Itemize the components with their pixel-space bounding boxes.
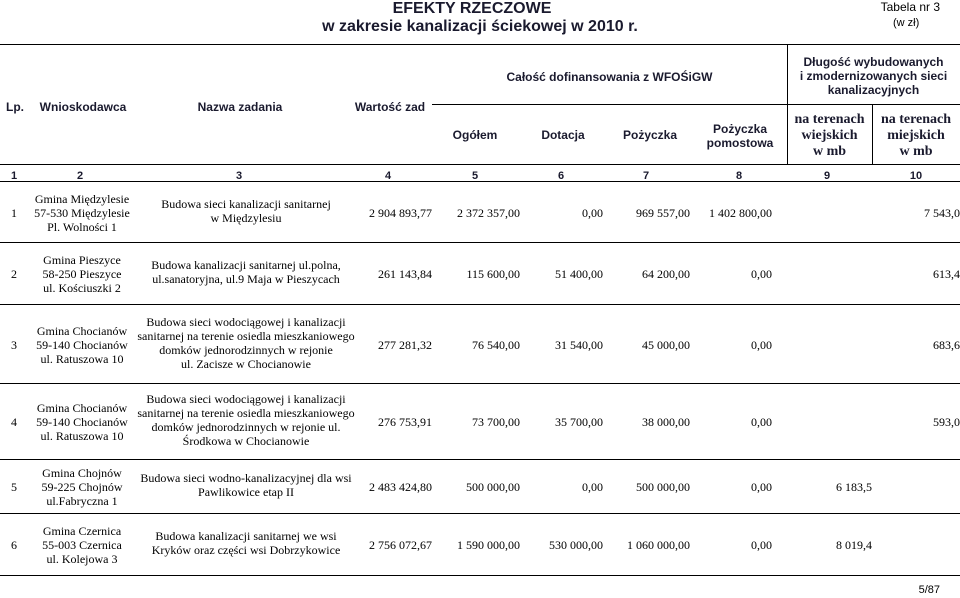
row-ogolem: 73 700,00 xyxy=(472,415,520,429)
header-miejskie-line1: na terenach xyxy=(880,112,952,127)
row-task-name xyxy=(136,529,356,557)
applicant-line: ul. Kościuszki 2 xyxy=(43,281,121,295)
row-pozyczka-pomostowa: 0,00 xyxy=(751,337,772,352)
row-task-name xyxy=(136,392,356,448)
row-pozyczka: 64 200,00 xyxy=(642,267,690,281)
row-separator xyxy=(0,304,960,305)
task-line: ul.sanatoryjna, ul.9 Maja w Pieszycach xyxy=(152,272,340,286)
header-dlugosc-line2: i zmodernizowanych sieci xyxy=(799,69,948,83)
row-pozyczka: 1 060 000,00 xyxy=(627,538,690,552)
applicant-line: Gmina Międzylesie xyxy=(34,191,130,206)
column-number: 3 xyxy=(235,170,243,182)
row-dlugosc-miejskie: 613,4 xyxy=(933,267,960,281)
header-ogolem: Ogółem xyxy=(452,128,498,142)
row-task-name xyxy=(136,315,356,371)
task-line: Kryków oraz części wsi Dobrzykowice xyxy=(151,543,341,557)
row-lp: 1 xyxy=(11,205,17,220)
column-number: 8 xyxy=(735,170,743,182)
row-dotacja: 530 000,00 xyxy=(549,538,603,552)
task-line: sanitarnej na terenie osiedla mieszkaniowego xyxy=(137,406,355,420)
row-applicant xyxy=(28,324,136,366)
header-wiejskie-line3: w mb xyxy=(812,144,847,159)
row-dotacja: 35 700,00 xyxy=(555,415,603,429)
column-number: 1 xyxy=(10,170,18,182)
header-wnioskodawca: Wnioskodawca xyxy=(39,100,127,114)
header-miejskie xyxy=(872,112,960,160)
row-dlugosc-miejskie: 593,0 xyxy=(933,415,960,429)
applicant-line: Pl. Wolności 1 xyxy=(47,219,117,234)
table-bottom-border xyxy=(0,575,960,576)
header-calosc: Całość dofinansowania z WFOŚiGW xyxy=(506,70,713,84)
row-pozyczka: 500 000,00 xyxy=(636,480,690,494)
row-pozyczka-pomostowa: 0,00 xyxy=(751,480,772,494)
header-nazwa-zadania: Nazwa zadania xyxy=(197,100,283,114)
header-pozyczka-pomostowa-line1: Pożyczka xyxy=(712,122,768,136)
header-dotacja: Dotacja xyxy=(541,128,585,142)
row-task-name xyxy=(136,197,356,225)
applicant-line: 59-140 Chocianów xyxy=(36,337,128,352)
column-number: 2 xyxy=(76,170,84,182)
row-lp: 2 xyxy=(11,267,17,281)
row-ogolem: 76 540,00 xyxy=(472,337,520,352)
applicant-line: 55-003 Czernica xyxy=(42,538,122,552)
task-line: Budowa sieci kanalizacji sanitarnej xyxy=(161,196,331,211)
row-dlugosc-miejskie: 683,6 xyxy=(933,337,960,352)
column-number: 10 xyxy=(909,170,923,182)
row-lp: 6 xyxy=(11,538,17,552)
report-title: EFEKTY RZECZOWE xyxy=(392,0,552,17)
task-line: Pawlikowice etap II xyxy=(198,485,294,499)
row-pozyczka: 45 000,00 xyxy=(642,337,690,352)
dlugosc-divider xyxy=(787,104,960,105)
row-applicant xyxy=(28,524,136,566)
applicant-line: 59-140 Chocianów xyxy=(36,415,128,429)
header-miejskie-line2: miejskich xyxy=(887,128,945,143)
row-dlugosc-wiejskie: 8 019,4 xyxy=(836,538,872,552)
header-lp: Lp. xyxy=(6,100,24,114)
applicant-line: ul. Kolejowa 3 xyxy=(46,552,118,566)
task-line: Budowa sieci wodociągowej i kanalizacji xyxy=(146,314,346,329)
column-number: 4 xyxy=(384,170,392,182)
applicant-line: Gmina Czernica xyxy=(42,524,122,538)
header-wiejskie xyxy=(787,112,872,160)
header-miejskie-line3: w mb xyxy=(899,144,933,159)
task-line: Budowa kanalizacji sanitarnej we wsi xyxy=(155,529,337,543)
header-dlugosc-line1: Długość wybudowanych xyxy=(803,55,944,69)
row-pozyczka: 38 000,00 xyxy=(642,415,690,429)
task-line: domków jednorodzinnych w rejonie xyxy=(159,342,333,357)
applicant-line: ul. Ratuszowa 10 xyxy=(40,429,124,443)
row-applicant xyxy=(28,192,136,234)
row-wartosc: 277 281,32 xyxy=(378,337,432,352)
column-number: 5 xyxy=(471,170,479,182)
row-dotacja: 0,00 xyxy=(582,480,603,494)
header-dlugosc-line3: kanalizacyjnych xyxy=(827,83,920,97)
row-pozyczka-pomostowa: 0,00 xyxy=(751,267,772,281)
table-number-label: Tabela nr 3 xyxy=(880,0,940,14)
row-separator xyxy=(0,242,960,243)
header-pozyczka-pomostowa xyxy=(700,122,780,150)
task-line: ul. Zacisze w Chocianowie xyxy=(181,356,311,371)
task-line: sanitarnej na terenie osiedla mieszkaniowego xyxy=(137,328,355,343)
row-lp: 5 xyxy=(11,480,17,494)
row-dotacja: 51 400,00 xyxy=(555,267,603,281)
applicant-line: 58-250 Pieszyce xyxy=(42,267,122,281)
applicant-line: Gmina Pieszyce xyxy=(43,253,121,267)
row-applicant xyxy=(28,401,136,443)
column-number: 7 xyxy=(642,170,650,182)
applicant-line: Gmina Chocianów xyxy=(36,323,128,338)
header-bottom-border xyxy=(0,164,960,165)
applicant-line: Gmina Chojnów xyxy=(42,466,122,480)
row-task-name xyxy=(136,471,356,499)
currency-unit-label: (w zł) xyxy=(893,17,920,29)
task-line: Budowa sieci wodno-kanalizacyjnej dla wsi xyxy=(140,471,352,485)
row-pozyczka: 969 557,00 xyxy=(636,205,690,220)
calosc-divider xyxy=(432,104,787,105)
row-task-name xyxy=(136,258,356,286)
task-line: Budowa kanalizacji sanitarnej ul.polna, xyxy=(151,258,341,272)
header-wiejskie-line2: wiejskich xyxy=(801,128,858,143)
row-separator xyxy=(0,513,960,514)
table-top-border xyxy=(0,44,960,45)
applicant-line: ul.Fabryczna 1 xyxy=(46,494,118,508)
column-number: 9 xyxy=(823,170,831,182)
task-line: Budowa sieci wodociągowej i kanalizacji xyxy=(146,392,346,406)
row-dotacja: 31 540,00 xyxy=(555,337,603,352)
row-separator xyxy=(0,383,960,384)
applicant-line: 57-530 Międzylesie xyxy=(34,205,130,220)
task-line: domków jednorodzinnych w rejonie ul. xyxy=(151,420,341,434)
page-number: 5/87 xyxy=(918,584,940,596)
row-wartosc: 2 904 893,77 xyxy=(369,205,432,220)
row-pozyczka-pomostowa: 0,00 xyxy=(751,415,772,429)
header-dlugosc xyxy=(787,55,960,97)
row-applicant xyxy=(28,253,136,295)
row-lp: 3 xyxy=(11,337,17,352)
row-wartosc: 276 753,91 xyxy=(378,415,432,429)
column-number: 6 xyxy=(557,170,565,182)
row-separator xyxy=(0,459,960,460)
row-lp: 4 xyxy=(11,415,17,429)
row-wartosc: 2 483 424,80 xyxy=(369,480,432,494)
applicant-line: ul. Ratuszowa 10 xyxy=(40,351,124,366)
header-wiejskie-line1: na terenach xyxy=(794,112,865,127)
row-dotacja: 0,00 xyxy=(582,205,603,220)
report-subtitle: w zakresie kanalizacji ściekowej w 2010 r. xyxy=(322,18,638,35)
task-line: w Międzylesiu xyxy=(210,210,282,225)
row-dlugosc-miejskie: 7 543,0 xyxy=(924,205,960,220)
row-ogolem: 1 590 000,00 xyxy=(457,538,520,552)
header-wartosc: Wartość zad xyxy=(354,100,426,114)
row-wartosc: 2 756 072,67 xyxy=(369,538,432,552)
header-pozyczka: Pożyczka xyxy=(622,128,678,142)
row-applicant xyxy=(28,466,136,508)
row-dlugosc-wiejskie: 6 183,5 xyxy=(836,480,872,494)
applicant-line: 59-225 Chojnów xyxy=(41,480,123,494)
header-pozyczka-pomostowa-line2: pomostowa xyxy=(706,136,774,150)
row-pozyczka-pomostowa: 0,00 xyxy=(751,538,772,552)
row-ogolem: 2 372 357,00 xyxy=(457,205,520,220)
row-pozyczka-pomostowa: 1 402 800,00 xyxy=(709,205,772,220)
task-line: Środkowa w Chocianowie xyxy=(182,434,310,448)
row-wartosc: 261 143,84 xyxy=(378,267,432,281)
row-ogolem: 115 600,00 xyxy=(466,267,520,281)
applicant-line: Gmina Chocianów xyxy=(36,401,128,415)
row-ogolem: 500 000,00 xyxy=(466,480,520,494)
